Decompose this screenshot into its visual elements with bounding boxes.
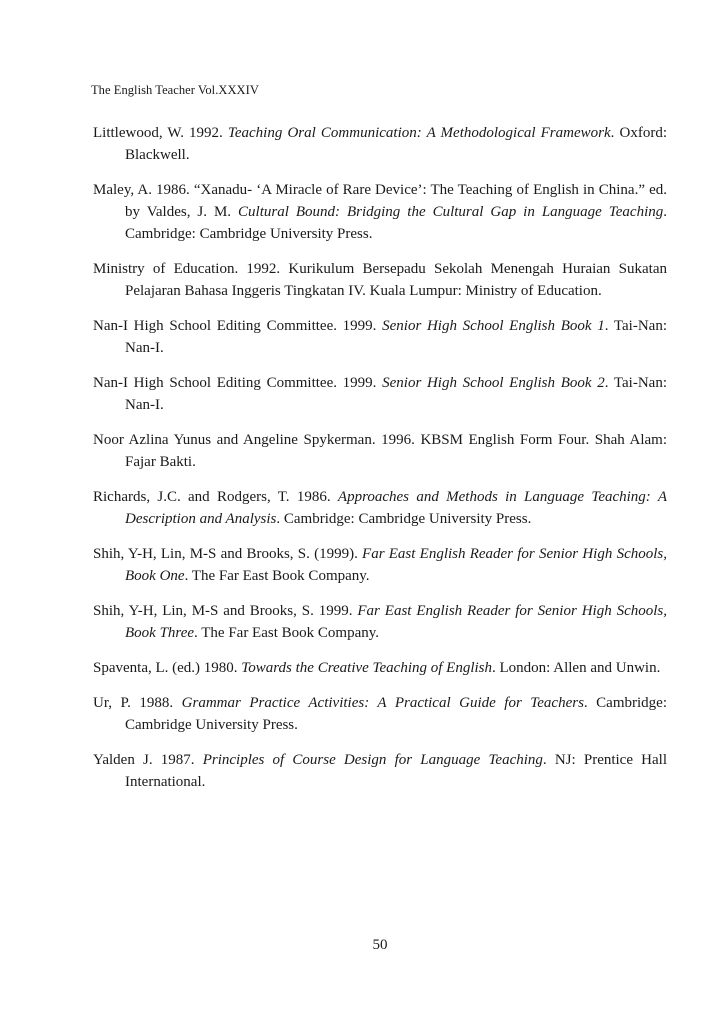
- reference-title: Senior High School English Book 2: [382, 375, 605, 391]
- reference-title: Far East English Reader for Senior High Schools, Book One: [125, 546, 667, 584]
- reference-text: Littlewood, W. 1992.: [93, 125, 228, 141]
- reference-list: [93, 122, 667, 806]
- reference-entry: [93, 749, 667, 793]
- reference-text: Nan-I High School Editing Committee. 1999.: [93, 318, 383, 334]
- reference-entry: [93, 258, 667, 302]
- reference-title: Principles of Course Design for Language Teaching: [202, 752, 543, 768]
- reference-text: . Cambridge: Cambridge University Press.: [125, 695, 667, 733]
- reference-text: . NJ: Prentice Hall International.: [125, 752, 668, 790]
- reference-entry: [93, 372, 667, 416]
- reference-text: Shih, Y-H, Lin, M-S and Brooks, S. 1999.: [93, 603, 358, 619]
- page-number: 50: [372, 937, 388, 953]
- reference-entry: [93, 315, 667, 359]
- reference-text: Spaventa, L. (ed.) 1980.: [93, 660, 242, 676]
- reference-text: . Tai-Nan: Nan-I.: [125, 318, 667, 356]
- reference-text: Ministry of Education. 1992. Kurikulum Bersepadu Sekolah Menengah Huraian Sukatan Pelajaran Bahasa Inggeris Tingkatan IV. Kuala Lumpur: Ministry of Education.: [93, 261, 667, 299]
- reference-title: Teaching Oral Communication: A Methodological Framework: [227, 125, 611, 141]
- reference-text: Shih, Y-H, Lin, M-S and Brooks, S. (1999).: [93, 546, 363, 562]
- reference-text: . The Far East Book Company.: [194, 625, 379, 641]
- reference-entry: [93, 692, 667, 736]
- reference-text: Ur, P. 1988.: [93, 695, 182, 711]
- reference-entry: [93, 179, 667, 245]
- reference-title: Grammar Practice Activities: A Practical Guide for Teachers: [181, 695, 584, 711]
- reference-entry: [93, 600, 667, 644]
- reference-entry: [93, 657, 667, 679]
- reference-title: Cultural Bound: Bridging the Cultural Gap in Language Teaching: [238, 204, 664, 220]
- reference-text: . Cambridge: Cambridge University Press.: [125, 204, 667, 242]
- reference-text: Nan-I High School Editing Committee. 1999.: [93, 375, 383, 391]
- reference-text: . The Far East Book Company.: [184, 568, 370, 584]
- running-header: The English Teacher Vol.XXXIV: [91, 83, 259, 97]
- reference-text: . Tai-Nan: Nan-I.: [125, 375, 667, 413]
- reference-text: . London: Allen and Unwin.: [492, 660, 661, 676]
- reference-entry: [93, 543, 667, 587]
- reference-title: Towards the Creative Teaching of English: [241, 660, 493, 676]
- reference-text: . Cambridge: Cambridge University Press.: [276, 511, 532, 527]
- reference-entry: [93, 429, 667, 473]
- reference-text: . Oxford: Blackwell.: [125, 125, 667, 163]
- reference-text: Yalden J. 1987.: [93, 752, 203, 768]
- reference-text: Richards, J.C. and Rodgers, T. 1986.: [93, 489, 338, 505]
- reference-text: Noor Azlina Yunus and Angeline Spykerman. 1996. KBSM English Form Four. Shah Alam: Fajar Bakti.: [93, 432, 667, 470]
- reference-entry: [93, 122, 667, 166]
- reference-title: Far East English Reader for Senior High Schools, Book Three: [125, 603, 667, 641]
- reference-title: Approaches and Methods in Language Teaching: A Description and Analysis: [125, 489, 667, 527]
- reference-entry: [93, 486, 667, 530]
- reference-text: Maley, A. 1986. “Xanadu- ‘A Miracle of Rare Device’: The Teaching of English in China.” ed. by Valdes, J. M.: [93, 182, 667, 220]
- reference-title: Senior High School English Book 1: [382, 318, 605, 334]
